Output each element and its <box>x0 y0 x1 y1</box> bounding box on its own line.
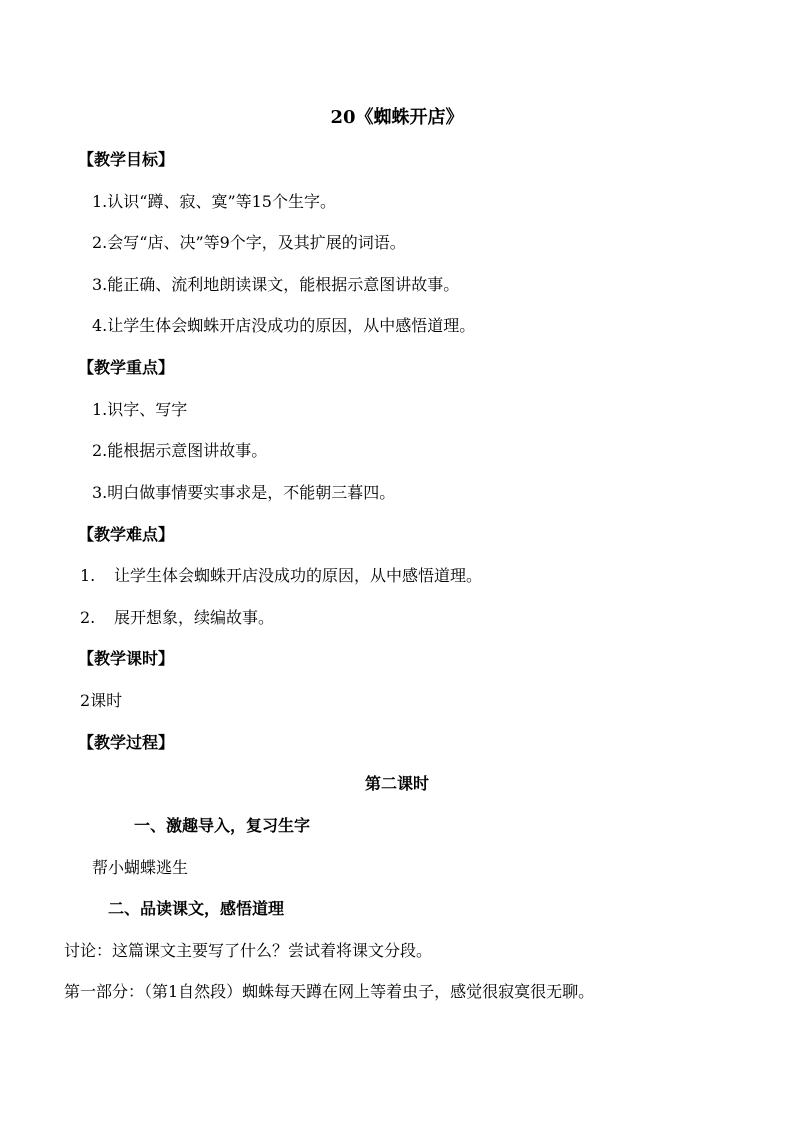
goal-item-1: 1.认识“蹲、寂、寞”等15个生字。 <box>92 192 336 211</box>
key-point-item-2: 2.能根据示意图讲故事。 <box>92 441 268 460</box>
step1-text: 帮小蝴蝶逃生 <box>92 858 189 877</box>
key-point-item-1: 1.识字、写字 <box>92 400 188 419</box>
hours-text: 2课时 <box>80 691 123 710</box>
process-heading: 【教学过程】 <box>78 733 175 752</box>
step1-heading: 一、激趣导入，复习生字 <box>134 816 311 835</box>
key-point-item-3: 3.明白做事情要实事求是，不能朝三暮四。 <box>92 483 396 502</box>
goal-item-4: 4.让学生体会蜘蛛开店没成功的原因，从中感悟道理。 <box>92 316 476 335</box>
part1-text: 第一部分：（第1自然段）蜘蛛每天蹲在网上等着虫子，感觉很寂寞很无聊。 <box>64 982 595 1001</box>
goals-heading: 【教学目标】 <box>78 150 175 169</box>
difficulty-number-2: 2. <box>80 608 96 627</box>
difficulty-item-2 <box>80 608 274 628</box>
difficulty-number-1: 1. <box>80 566 96 585</box>
goal-item-2: 2.会写“店、决”等9个字，及其扩展的词语。 <box>92 233 406 252</box>
hours-heading: 【教学课时】 <box>78 649 175 668</box>
key-points-heading: 【教学重点】 <box>78 358 175 377</box>
discussion-text: 讨论：这篇课文主要写了什么？尝试着将课文分段。 <box>64 941 433 960</box>
difficulty-item-1 <box>80 566 482 586</box>
difficulty-text-2: 展开想象，续编故事。 <box>114 608 275 627</box>
document-title: 20《蜘蛛开店》 <box>330 107 464 128</box>
step2-heading: 二、品读课文，感悟道理 <box>108 899 285 918</box>
goal-item-3: 3.能正确、流利地朗读课文，能根据示意图讲故事。 <box>92 275 460 294</box>
lesson-title: 第二课时 <box>364 774 429 793</box>
difficulty-text-1: 让学生体会蜘蛛开店没成功的原因，从中感悟道理。 <box>114 566 483 585</box>
difficulties-heading: 【教学难点】 <box>78 525 175 544</box>
